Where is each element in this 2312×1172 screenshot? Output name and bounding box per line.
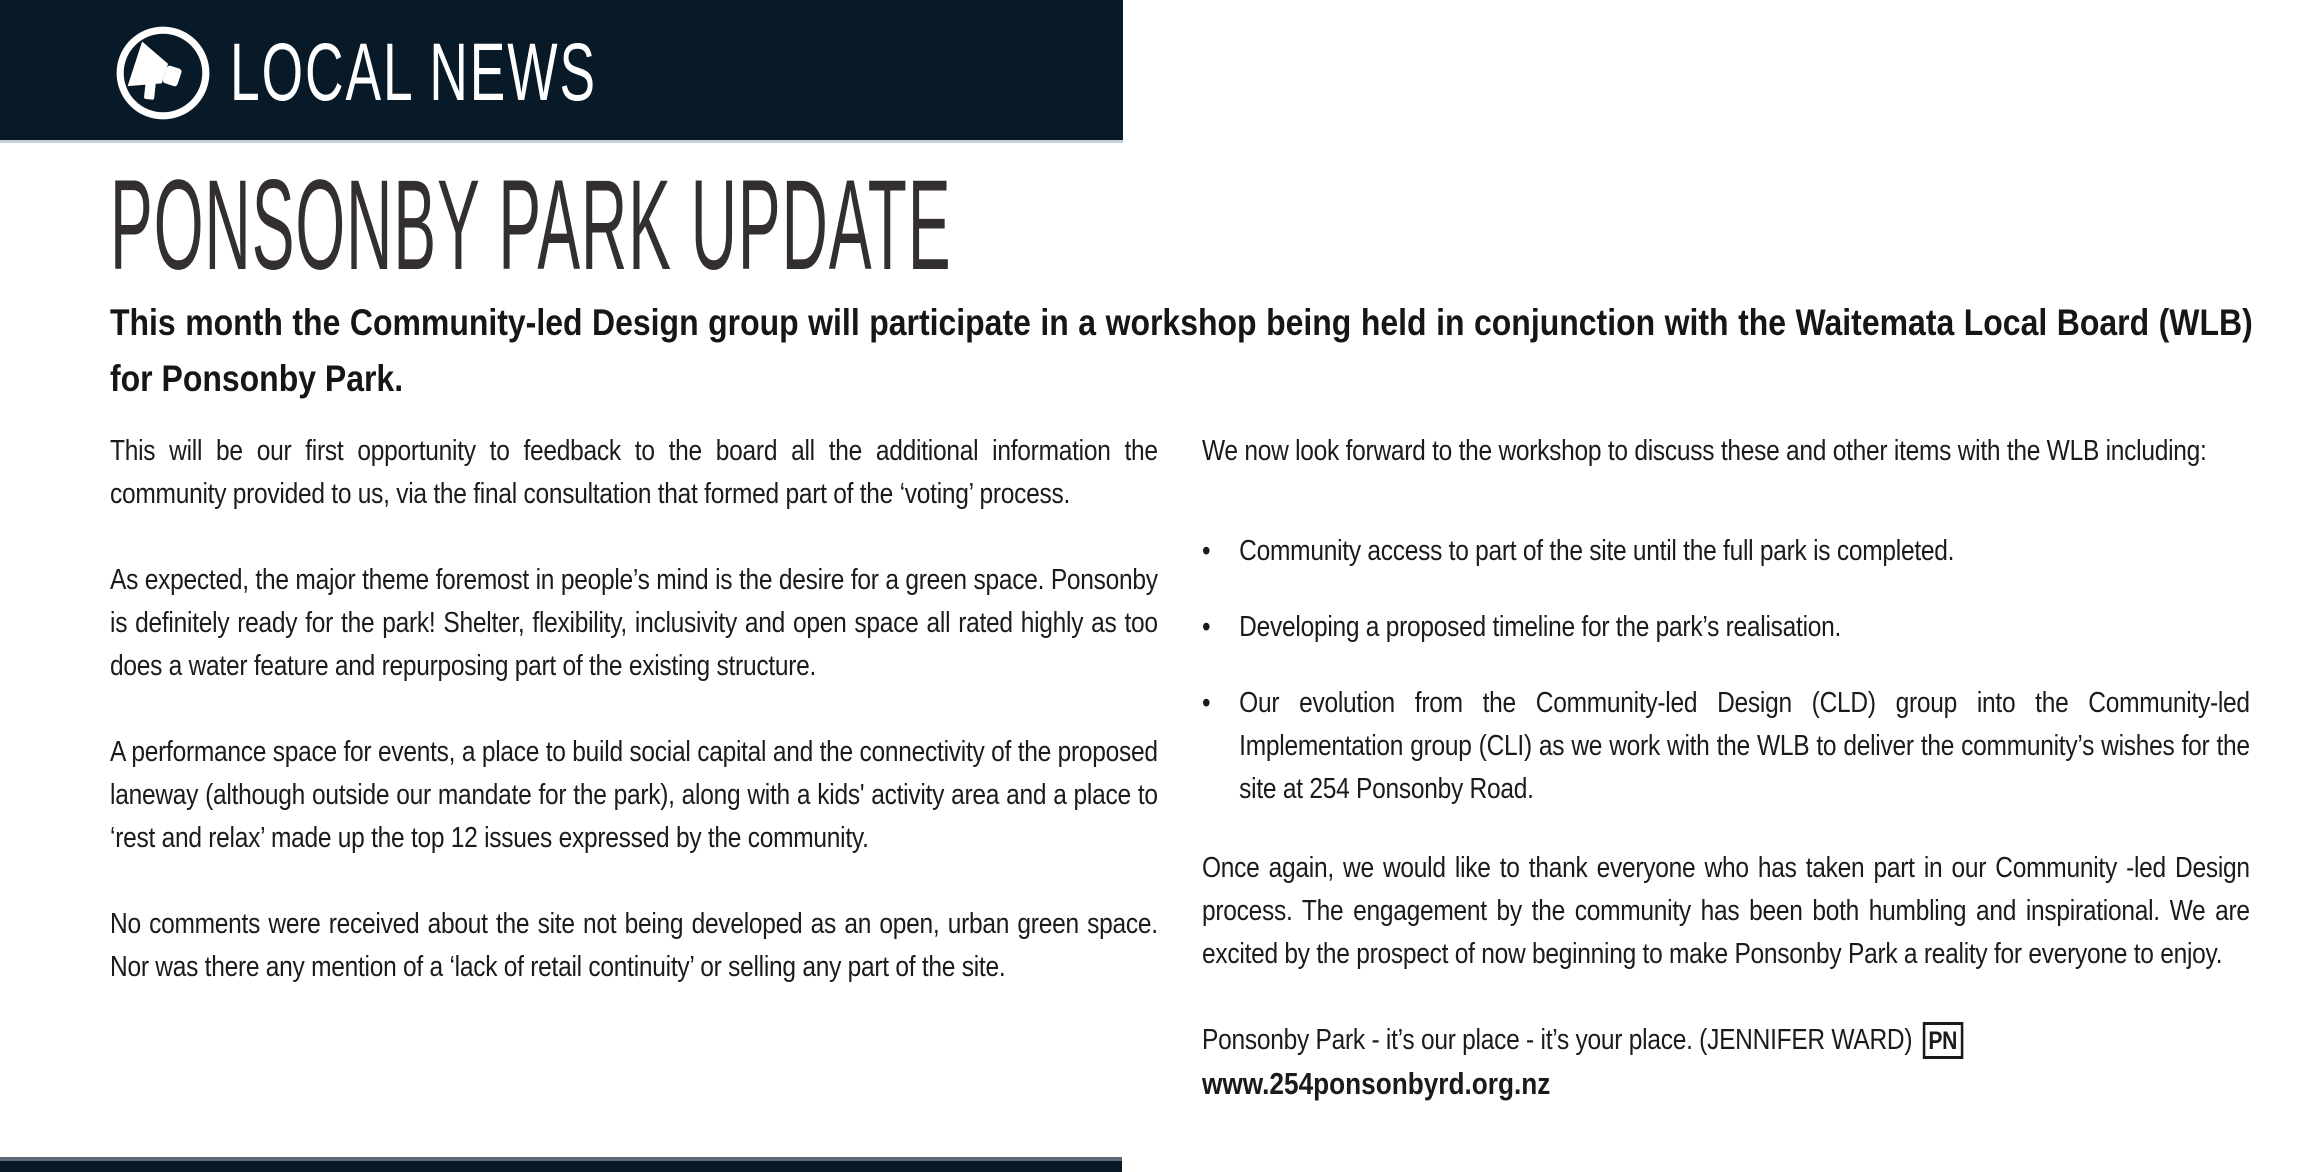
- bullet-item: [1202, 682, 2250, 811]
- body-paragraph: A performance space for events, a place to build social capital and the connectivity of the proposed laneway (although outside our mandate for the park), along with a kids' activity area and a place to ‘rest and relax’ made up the top 12 issues expressed by the community.: [110, 736, 1158, 854]
- byline: Ponsonby Park - it’s our place - it’s your place. (JENNIFER WARD): [1202, 1024, 1913, 1056]
- pn-badge: PN: [1922, 1022, 1963, 1059]
- byline-row: [1202, 1019, 2250, 1062]
- bullet-text: Our evolution from the Community-led Design (CLD) group into the Community-led Implementation group (CLI) as we work with the WLB to deliver the community’s wishes for the site at 254 Ponsonby Road.: [1239, 687, 2250, 805]
- website-url: www.254ponsonbyrd.org.nz: [1202, 1066, 1551, 1101]
- right-column-lead: We now look forward to the workshop to discuss these and other items with the WLB including:: [1202, 435, 2207, 467]
- megaphone-icon: [112, 22, 214, 124]
- bullet-item: [1202, 606, 2250, 649]
- bullet-dot: •: [1202, 611, 1211, 643]
- next-section-bar: [0, 1157, 1122, 1172]
- bullet-dot: •: [1202, 535, 1211, 567]
- right-column: [1202, 430, 2250, 1105]
- page-title: PONSONBY PARK UPDATE: [110, 154, 952, 297]
- closing-paragraph: Once again, we would like to thank everyone who has taken part in our Community -led Design process. The engagement by the community has been both humbling and inspirational. We are excited by the prospect of now beginning to make Ponsonby Park a reality for everyone to enjoy.: [1202, 852, 2250, 970]
- bullet-item: [1202, 530, 2250, 573]
- body-paragraph: No comments were received about the site not being developed as an open, urban green space. Nor was there any mention of a ‘lack of retail continuity’ or selling any part of the site.: [110, 908, 1158, 983]
- header-bar: [0, 0, 1123, 143]
- bullet-dot: •: [1202, 687, 1211, 719]
- bullet-text: Developing a proposed timeline for the park’s realisation.: [1239, 611, 1842, 643]
- article-intro: This month the Community-led Design group will participate in a workshop being held in conjunction with the Waitemata Local Board (WLB) for Ponsonby Park.: [110, 302, 2253, 399]
- bullet-text: Community access to part of the site until the full park is completed.: [1239, 535, 1955, 567]
- body-paragraph: This will be our first opportunity to feedback to the board all the additional information the community provided to us, via the final consultation that formed part of the ‘voting’ process.: [110, 435, 1158, 510]
- section-label: LOCAL NEWS: [230, 27, 598, 118]
- body-paragraph: As expected, the major theme foremost in people’s mind is the desire for a green space. Ponsonby is definitely ready for the park! Shelter, flexibility, inclusivity and open space all rated highly as too does a water feature and repurposing part of the existing structure.: [110, 564, 1158, 682]
- left-column: [110, 430, 1158, 989]
- bullet-list: [1202, 530, 2250, 811]
